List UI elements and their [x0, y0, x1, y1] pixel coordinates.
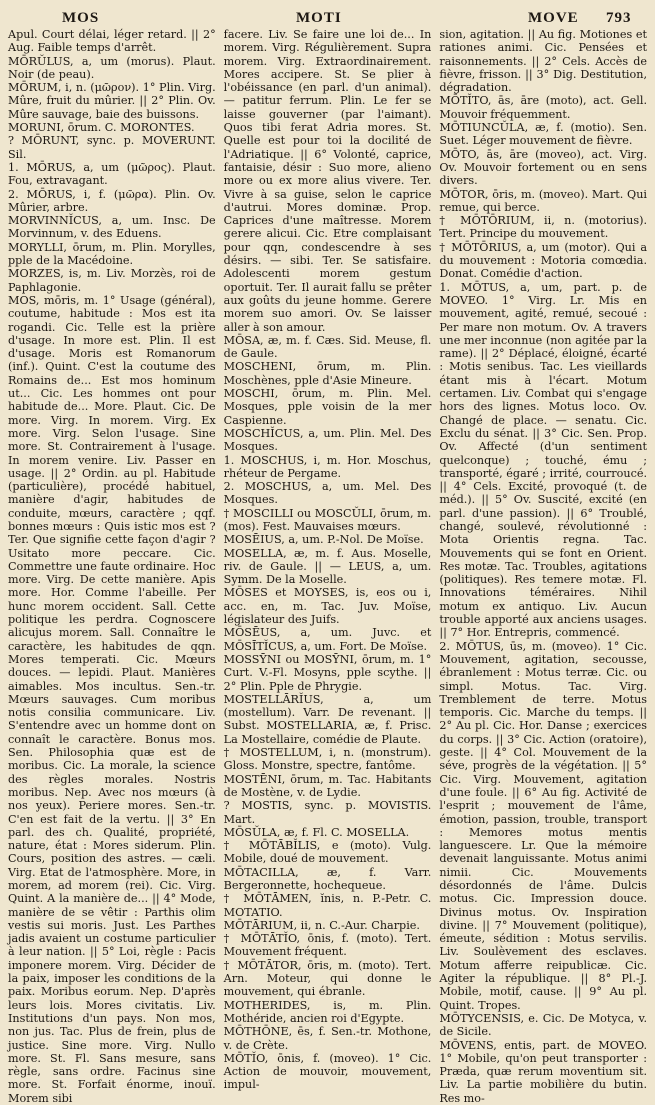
dictionary-entry: MORYLLI, ōrum, m. Plin. Morylles, pple de la Macédoine.: [8, 240, 216, 268]
dictionary-entry: MŌSĒUS, a, um. Juvc. et MŌSĪTĬCUS, a, um. Fort. De Moïse.: [223, 626, 432, 653]
column-middle: [223, 28, 432, 1092]
dictionary-entry: † MŌTĀBĬLIS, e (moto). Vulg. Mobile, doué de mouvement.: [223, 839, 432, 866]
dictionary-entry: 2. MŌRUS, i, f. (μῶρα). Plin. Ov. Mûrier, arbre.: [8, 187, 216, 214]
dictionary-entry: MOSSȲNI ou MOSȲNI, ōrum, m. 1° Curt. V.-Fl. Mosyns, pple scythe. || 2° Plin. Pple de Phrygie.: [223, 652, 432, 693]
dictionary-entry: MOSCHENI, ōrum, m. Plin. Moschènes, pple d'Asie Mineure.: [223, 360, 432, 387]
page-number: 793: [606, 10, 632, 26]
dictionary-entry: MŌSA, æ, m. f. Cæs. Sid. Meuse, fl. de Gaule.: [223, 333, 432, 361]
dictionary-entry: † MOSTELLUM, i, n. (monstrum). Gloss. Monstre, spectre, fantôme.: [223, 746, 432, 773]
running-header: [8, 6, 647, 28]
dictionary-entry: 1. MŌRUS, a, um (μῶρος). Plaut. Fou, extravagant.: [8, 160, 216, 188]
dictionary-entry: MŌTYCENSIS, e. Cic. De Motyca, v. de Sicile.: [439, 1011, 648, 1039]
dictionary-entry: † MŌTŌRIUM, ii, n. (motorius). Tert. Principe du mouvement.: [439, 214, 648, 241]
dictionary-entry: MŌTIUNCŬLA, æ, f. (motio). Sen. Suet. Léger mouvement de fièvre.: [439, 121, 648, 148]
dictionary-entry: MŌRUM, i, n. (μῶρον). 1° Plin. Virg. Mûre, fruit du mûrier. || 2° Plin. Ov. Mûre sauvage, baie des buissons.: [8, 81, 216, 121]
dictionary-entry: MOSĒIUS, a, um. P.-Nol. De Moïse.: [223, 533, 424, 547]
dictionary-entry: ? MOSTIS, sync. p. MOVISTIS. Mart.: [223, 799, 432, 826]
dictionary-entry: MŌTOR, ōris, m. (moveo). Mart. Qui remue, qui berce.: [439, 187, 648, 214]
dictionary-entry: 1. MŌTUS, a, um, part. p. de MOVEO. 1° Virg. Lr. Mis en mouvement, agité, remué, secoué : Per mare non motum. Ov. A travers une mer inconnue (non agitée par la rame). || 2° Déplacé, éloigné, écarté : Motis senibus. Tac. Les vieillards étant mis à l'écart. Motum certamen. Liv. Combat qui s'engage hors des lignes. Motus loco. Ov. Changé de place. — senatu. Cic. Exclu du sénat. || 3° Cic. Sen. Prop. Ov. Affecté (d'un sentiment quelconque) ; touché, ému ; transporté, égaré ; irrité, courroucé. || 4° Cels. Excité, provoqué (t. de méd.). || 5° Ov. Suscité, excité (en parl. d'une passion). || 6° Troublé, changé, soulevé, révolutionné : Mota Orientis regna. Tac. Mouvements qui se font en Orient. Res motæ. Tac. Troubles, agitations (politiques). Res temere motæ. Fl. Innovations téméraires. Nihil motum ex antiquo. Liv. Aucun trouble apporté aux anciens usages. || 7° Hor. Entrepris, commencé.: [439, 280, 648, 640]
dictionary-entry: ? MŌRUNT, sync. p. MOVERUNT. Sil.: [8, 134, 216, 161]
dictionary-entry: † MŌTĀMEN, ĭnis, n. P.-Petr. C. MOTATIO.: [223, 892, 432, 919]
header-right-guideword: MOVE: [528, 10, 579, 26]
column-left: [8, 28, 216, 1105]
dictionary-entry: facere. Liv. Se faire une loi de... In morem. Virg. Régulièrement. Supra morem. Virg. Extraordinairement. Mores accipere. St. Se plier à l'obéissance (en parl. d'un animal). — patitur ferrum. Plin. Le fer se laisse gouverner (par l'aimant). Quos tibi ferat Adria mores. St. Quelle est pour toi la docilité de l'Adriatique. || 6° Volonté, caprice, fantaisie, désir : Suo more, alieno more ou ex more alius vivere. Ter. Vivre à sa guise, selon le caprice d'autrui. Mores dominæ. Prop. Caprices d'une maîtresse. Morem gerere alicui. Cic. Etre complaisant pour qqn, condescendre à ses désirs. — sibi. Ter. Se satisfaire. Adolescenti morem gestum oportuit. Ter. Il aurait fallu se prêter aux goûts du jeune homme. Gerere morem suo amori. Ov. Se laisser aller à son amour.: [223, 28, 432, 334]
dictionary-entry: MŌVENS, entis, part. de MOVEO. 1° Mobile, qu'on peut transporter : Præda, quæ rerum moventium sit. Liv. La partie mobilière du butin. Res mo-: [439, 1038, 648, 1105]
header-left-guideword: MOS: [62, 10, 100, 26]
dictionary-entry: † MŌTĀTĬO, ōnis, f. (moto). Tert. Mouvement fréquent.: [223, 932, 432, 959]
dictionary-entry: MORZES, is, m. Liv. Morzès, roi de Paphlagonie.: [8, 267, 216, 294]
dictionary-entry: MŌTO, ās, āre (moveo), act. Virg. Ov. Mouvoir fortement ou en sens divers.: [439, 147, 648, 188]
dictionary-entry: MŌSŬLA, æ, f. Fl. C. MOSELLA.: [223, 825, 410, 839]
dictionary-entry: 2. MOSCHUS, a, um. Mel. Des Mosques.: [223, 480, 432, 507]
dictionary-entry: MOSTĒNI, ōrum, m. Tac. Habitants de Mostène, v. de Lydie.: [223, 772, 432, 799]
column-right: [439, 28, 648, 1105]
dictionary-entry: † MŌTĀTOR, ōris, m. (moto). Tert. Arn. Moteur, qui donne le mouvement, qui ébranle.: [223, 958, 432, 999]
dictionary-entry: MOSCHĬCUS, a, um. Plin. Mel. Des Mosques.: [223, 426, 432, 454]
dictionary-entry: MŌTĀRIUM, ii, n. C.-Aur. Charpie.: [223, 918, 420, 932]
dictionary-entry: † MOSCILLI ou MOSCŬLI, ōrum, m. (mos). Fest. Mauvaises mœurs.: [223, 506, 432, 533]
dictionary-entry: MŌTHŌNE, ēs, f. Sen.-tr. Mothone, v. de Crète.: [223, 1025, 432, 1052]
dictionary-entry: MOSELLA, æ, m. f. Aus. Moselle, riv. de Gaule. || — LEUS, a, um. Symm. De la Moselle.: [223, 546, 432, 587]
dictionary-entry: MŌSES et MOYSES, is, eos ou i, acc. en, m. Tac. Juv. Moïse, législateur des Juifs.: [223, 586, 432, 627]
dictionary-entry: sion, agitation. || Au fig. Motiones et rationes animi. Cic. Pensées et raisonnements. || 2° Cels. Accès de fièvre, frisson. || 3° Dig. Destitution, dégradation.: [439, 28, 648, 95]
dictionary-entry: MORVINNĬCUS, a, um. Insc. De Morvinnum, v. des Eduens.: [8, 214, 216, 241]
dictionary-entry: MOS, mōris, m. 1° Usage (général), coutume, habitude : Mos est ita rogandi. Cic. Telle est la prière d'usage. In more est. Plin. Il est d'usage. Moris est Romanorum (inf.). Quint. C'est la coutume des Romains de... Est mos hominum ut... Cic. Les hommes ont pour habitude de... More. Plaut. Cic. De more. Virg. In morem. Virg. Ex more. Virg. Selon l'usage. Sine more. St. Contrairement à l'usage. In morem venire. Liv. Passer en usage. || 2° Ordin. au pl. Habitude (particulière), procédé habituel, manière d'agir, habitudes de conduite, mœurs, caractère ; qqf. bonnes mœurs : Quis istic mos est ? Ter. Que signifie cette façon d'agir ? Usitato more peccare. Cic. Commettre une faute ordinaire. Hoc more. Virg. De cette manière. Apis more. Hor. Comme l'abeille. Per hunc morem occident. Sall. Cette politique les perdra. Cognoscere alicujus morem. Sall. Connaître le caractère, les habitudes de qqn. Mores temperati. Cic. Mœurs douces. — lepidi. Plaut. Manières aimables. Mos incultus. Sen.-tr. Mœurs sauvages. Cum moribus notis consilia communicare. Liv. S'entendre avec un homme dont on connaît le caractère. Bonus mos. Sen. Philosophia quæ est de moribus. Cic. La morale, la science des règles morales. Nostris moribus. Nep. Avec nos mœurs (à nos yeux). Periere mores. Sen.-tr. C'en est fait de la vertu. || 3° En parl. des ch. Qualité, propriété, nature, état : Mores siderum. Plin. Cours, position des astres. — cæli. Virg. Etat de l'atmosphère. More, in morem, ad morem (rei). Cic. Virg. Quint. A la manière de... || 4° Mode, manière de se vêtir : Parthis olim vestis sui moris. Just. Les Parthes jadis avaient un costume particulier à leur nation. || 5° Loi, règle : Pacis imponere morem. Virg. Décider de la paix, imposer les conditions de la paix. Moribus eorum. Nep. D'après leurs lois. Mores civitatis. Liv. Institutions d'un pays. Non mos, non jus. Tac. Plus de frein, plus de justice. Sine more. Virg. Nullo more. St. Fl. Sans mesure, sans règle, sans ordre. Facinus sine more. St. Forfait énorme, inouï. Morem sibi: [8, 293, 216, 1105]
dictionary-entry: 1. MOSCHUS, i, m. Hor. Moschus, rhéteur de Pergame.: [223, 453, 432, 480]
dictionary-entry: MŌTĬTO, ās, āre (moto), act. Gell. Mouvoir fréquemment.: [439, 94, 648, 121]
dictionary-entry: † MŌTŌRIUS, a, um (motor). Qui a du mouvement : Motoria comœdia. Donat. Comédie d'action.: [439, 240, 648, 281]
columns: [8, 28, 648, 1105]
dictionary-entry: MŌRŬLUS, a, um (morus). Plaut. Noir (de peau).: [8, 54, 216, 81]
header-center-guideword: MOTI: [296, 10, 342, 26]
dictionary-entry: MOTHERIDES, is, m. Plin. Mothéride, ancien roi d'Egypte.: [223, 998, 432, 1025]
dictionary-entry: Apul. Court délai, léger retard. || 2° Aug. Faible temps d'arrêt.: [8, 28, 216, 55]
dictionary-entry: MOSCHI, ōrum, m. Plin. Mel. Mosques, pple voisin de la mer Caspienne.: [223, 387, 432, 427]
dictionary-entry: MŌTACILLA, æ, f. Varr. Bergeronnette, hochequeue.: [223, 865, 432, 892]
dictionary-entry: MOSTELLĀRĬUS, a, um (mostellum). Varr. De revenant. || Subst. MOSTELLARIA, æ, f. Prisc. La Mostellaire, comédie de Plaute.: [223, 692, 432, 746]
dictionary-entry: MORUNI, ōrum. C. MORONTES.: [8, 121, 195, 135]
dictionary-entry: MŌTĬO, ōnis, f. (moveo). 1° Cic. Action de mouvoir, mouvement, impul-: [223, 1051, 432, 1092]
dictionary-entry: 2. MŌTUS, ūs, m. (moveo). 1° Cic. Mouvement, agitation, secousse, ébranlement : Motus terræ. Cic. ou simpl. Motus. Tac. Virg. Tremblement de terre. Motus temporis. Cic. Marche du temps. || 2° Au pl. Cic. Hor. Danse ; exercices du corps. || 3° Cic. Action (oratoire), geste. || 4° Col. Mouvement de la séve, progrès de la végétation. || 5° Cic. Virg. Mouvement, agitation d'une foule. || 6° Au fig. Activité de l'esprit ; mouvement de l'âme, émotion, passion, trouble, transport : Memores motus mentis languescere. Lr. Que la mémoire devenait languissante. Motus animi nimii. Cic. Mouvements désordonnés de l'âme. Dulcis motus. Cic. Impression douce. Divinus motus. Ov. Inspiration divine. || 7° Mouvement (politique), émeute, sédition : Motus servilis. Liv. Soulèvement des esclaves. Motum afferre reipublicæ. Cic. Agiter la république. || 8° Pl.-J. Mobile, motif, cause. || 9° Au pl. Quint. Tropes.: [439, 639, 648, 1012]
